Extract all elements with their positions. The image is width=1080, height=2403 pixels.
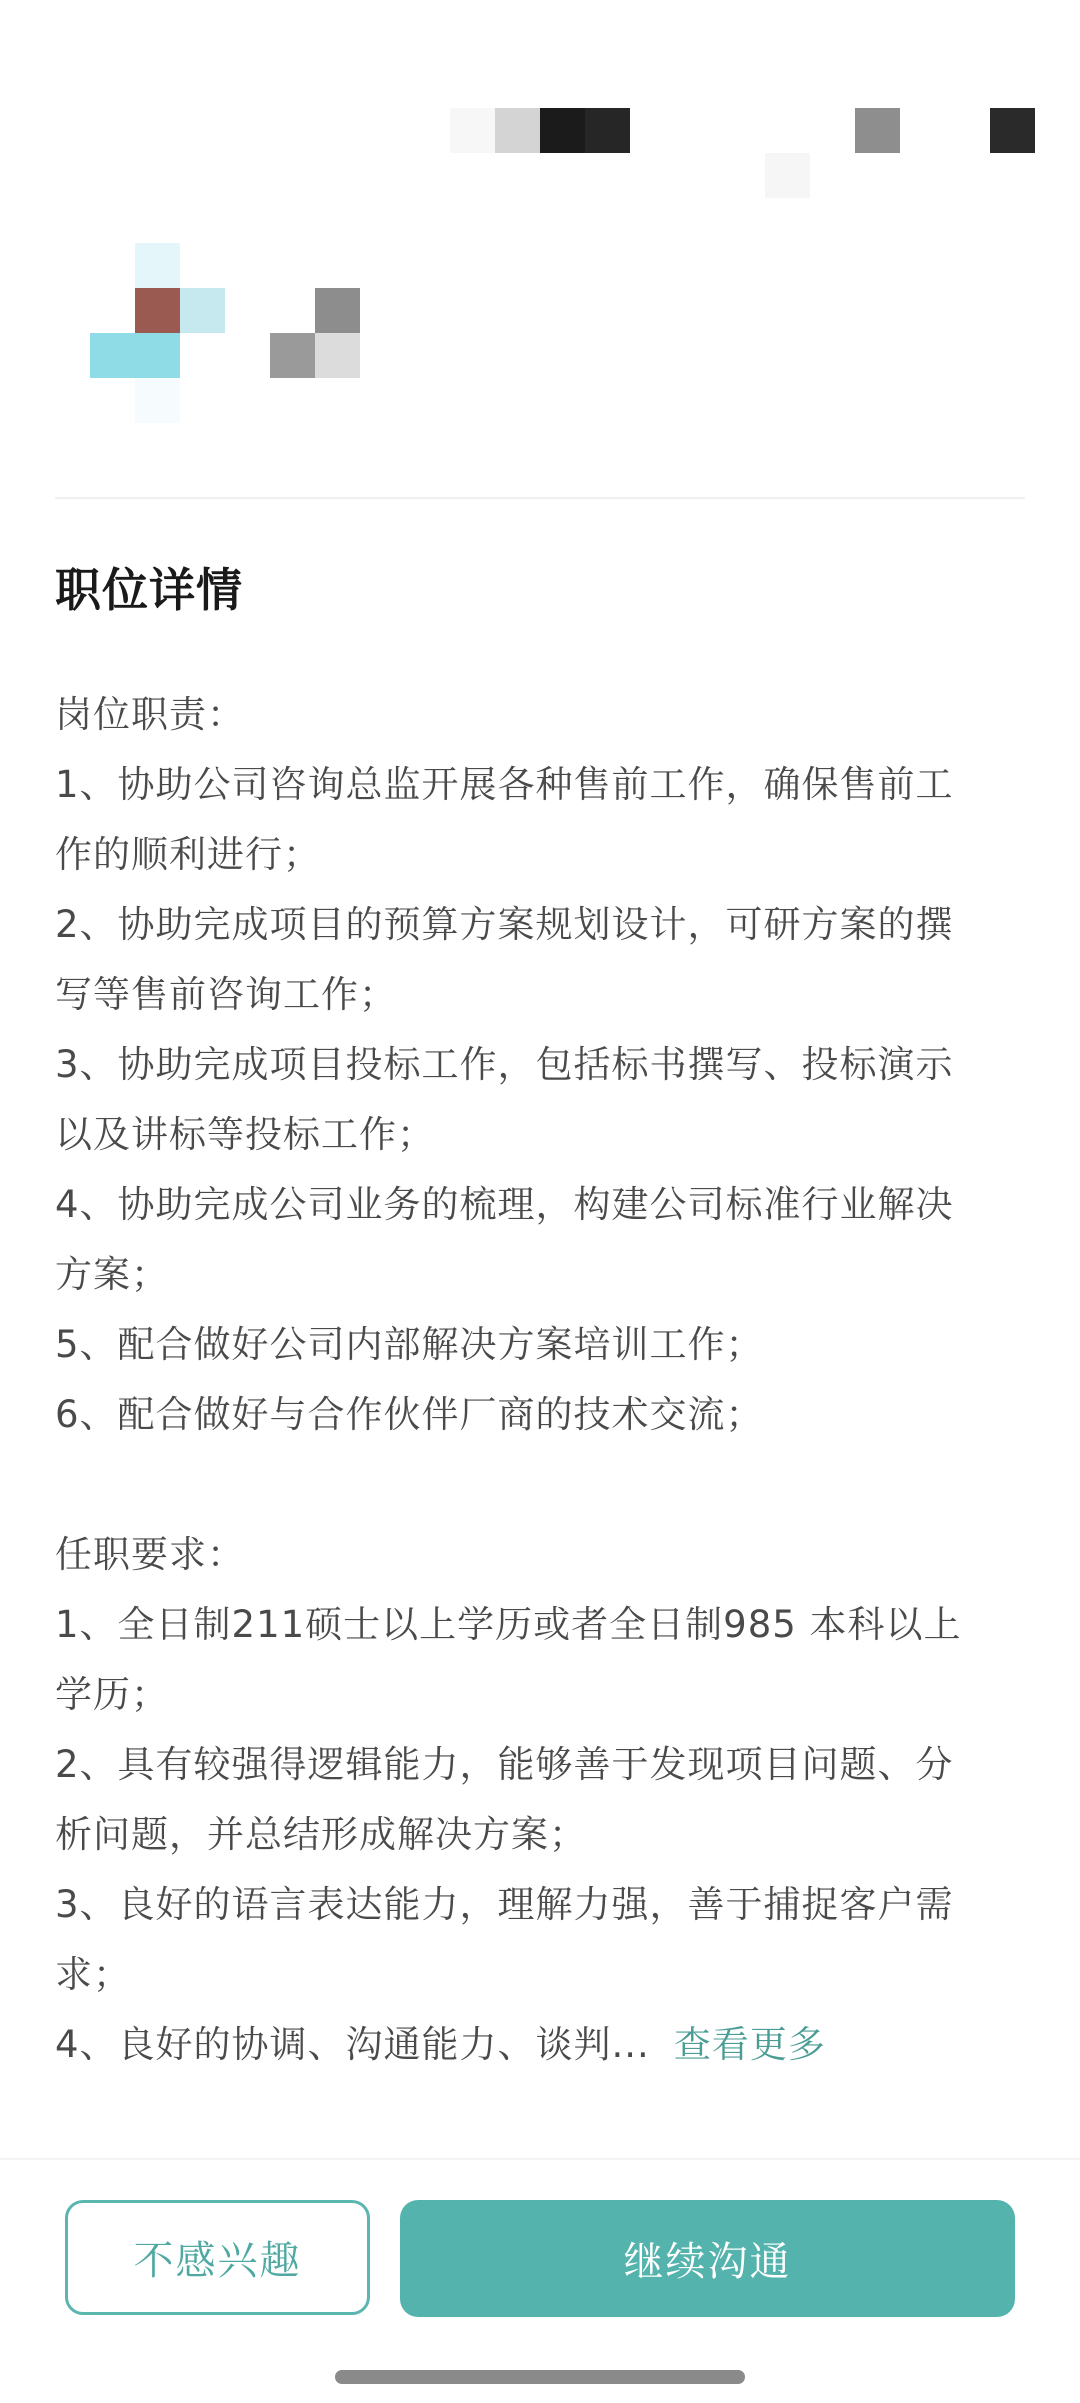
avatar-pixel <box>90 333 135 378</box>
redacted-block-1 <box>450 108 495 153</box>
description-line: 方案； <box>55 1253 169 1296</box>
avatar-pixel <box>135 333 180 378</box>
description-line: 5、配合做好公司内部解决方案培训工作； <box>55 1323 764 1366</box>
avatar-pixel <box>135 243 180 288</box>
description-blank-line <box>55 1450 1015 1520</box>
description-line: 1、全日制211硕士以上学历或者全日制985 本科以上 <box>55 1603 962 1646</box>
description-line: 4、协助完成公司业务的梳理，构建公司标准行业解决 <box>55 1183 954 1226</box>
bottom-bar-divider <box>0 2158 1080 2160</box>
description-line: 求； <box>55 1953 131 1996</box>
avatar-pixel <box>315 288 360 333</box>
description-line: 作的顺利进行； <box>55 833 321 876</box>
avatar-pixel <box>135 288 180 333</box>
avatar-pixel <box>315 333 360 378</box>
description-line: 3、良好的语言表达能力，理解力强，善于捕捉客户需 <box>55 1883 954 1926</box>
avatar-pixel <box>270 333 315 378</box>
job-description <box>55 680 1015 2080</box>
avatar-pixel <box>180 288 225 333</box>
description-line: 2、协助完成项目的预算方案规划设计，可研方案的撰 <box>55 903 954 946</box>
description-last-line <box>55 2010 1015 2080</box>
redacted-block-7 <box>990 108 1035 153</box>
description-line: 以及讲标等投标工作； <box>55 1113 435 1156</box>
view-more-link[interactable]: 查看更多 <box>673 2023 826 2066</box>
continue-chat-button[interactable]: 继续沟通 <box>400 2200 1015 2317</box>
description-line: 3、协助完成项目投标工作，包括标书撰写、投标演示 <box>55 1043 954 1086</box>
redacted-block-6 <box>765 153 810 198</box>
description-line: 写等售前咨询工作； <box>55 973 397 1016</box>
home-indicator[interactable] <box>335 2370 745 2384</box>
description-line: 1、协助公司咨询总监开展各种售前工作，确保售前工 <box>55 763 954 806</box>
redacted-block-2 <box>495 108 540 153</box>
description-line: 6、配合做好与合作伙伴厂商的技术交流； <box>55 1393 764 1436</box>
not-interested-button[interactable]: 不感兴趣 <box>65 2200 370 2315</box>
description-truncated-text: 4、良好的协调、沟通能力、谈判... <box>55 2023 650 2066</box>
description-line: 岗位职责： <box>55 693 245 736</box>
redacted-block-3 <box>540 108 585 153</box>
description-line: 学历； <box>55 1673 169 1716</box>
section-title: 职位详情 <box>55 563 243 617</box>
section-divider <box>55 497 1025 499</box>
avatar-pixel <box>135 378 180 423</box>
description-line: 2、具有较强得逻辑能力，能够善于发现项目问题、分 <box>55 1743 954 1786</box>
redacted-block-5 <box>855 108 900 153</box>
redacted-block-4 <box>585 108 630 153</box>
description-line: 任职要求： <box>55 1533 245 1576</box>
description-line: 析问题，并总结形成解决方案； <box>55 1813 587 1856</box>
